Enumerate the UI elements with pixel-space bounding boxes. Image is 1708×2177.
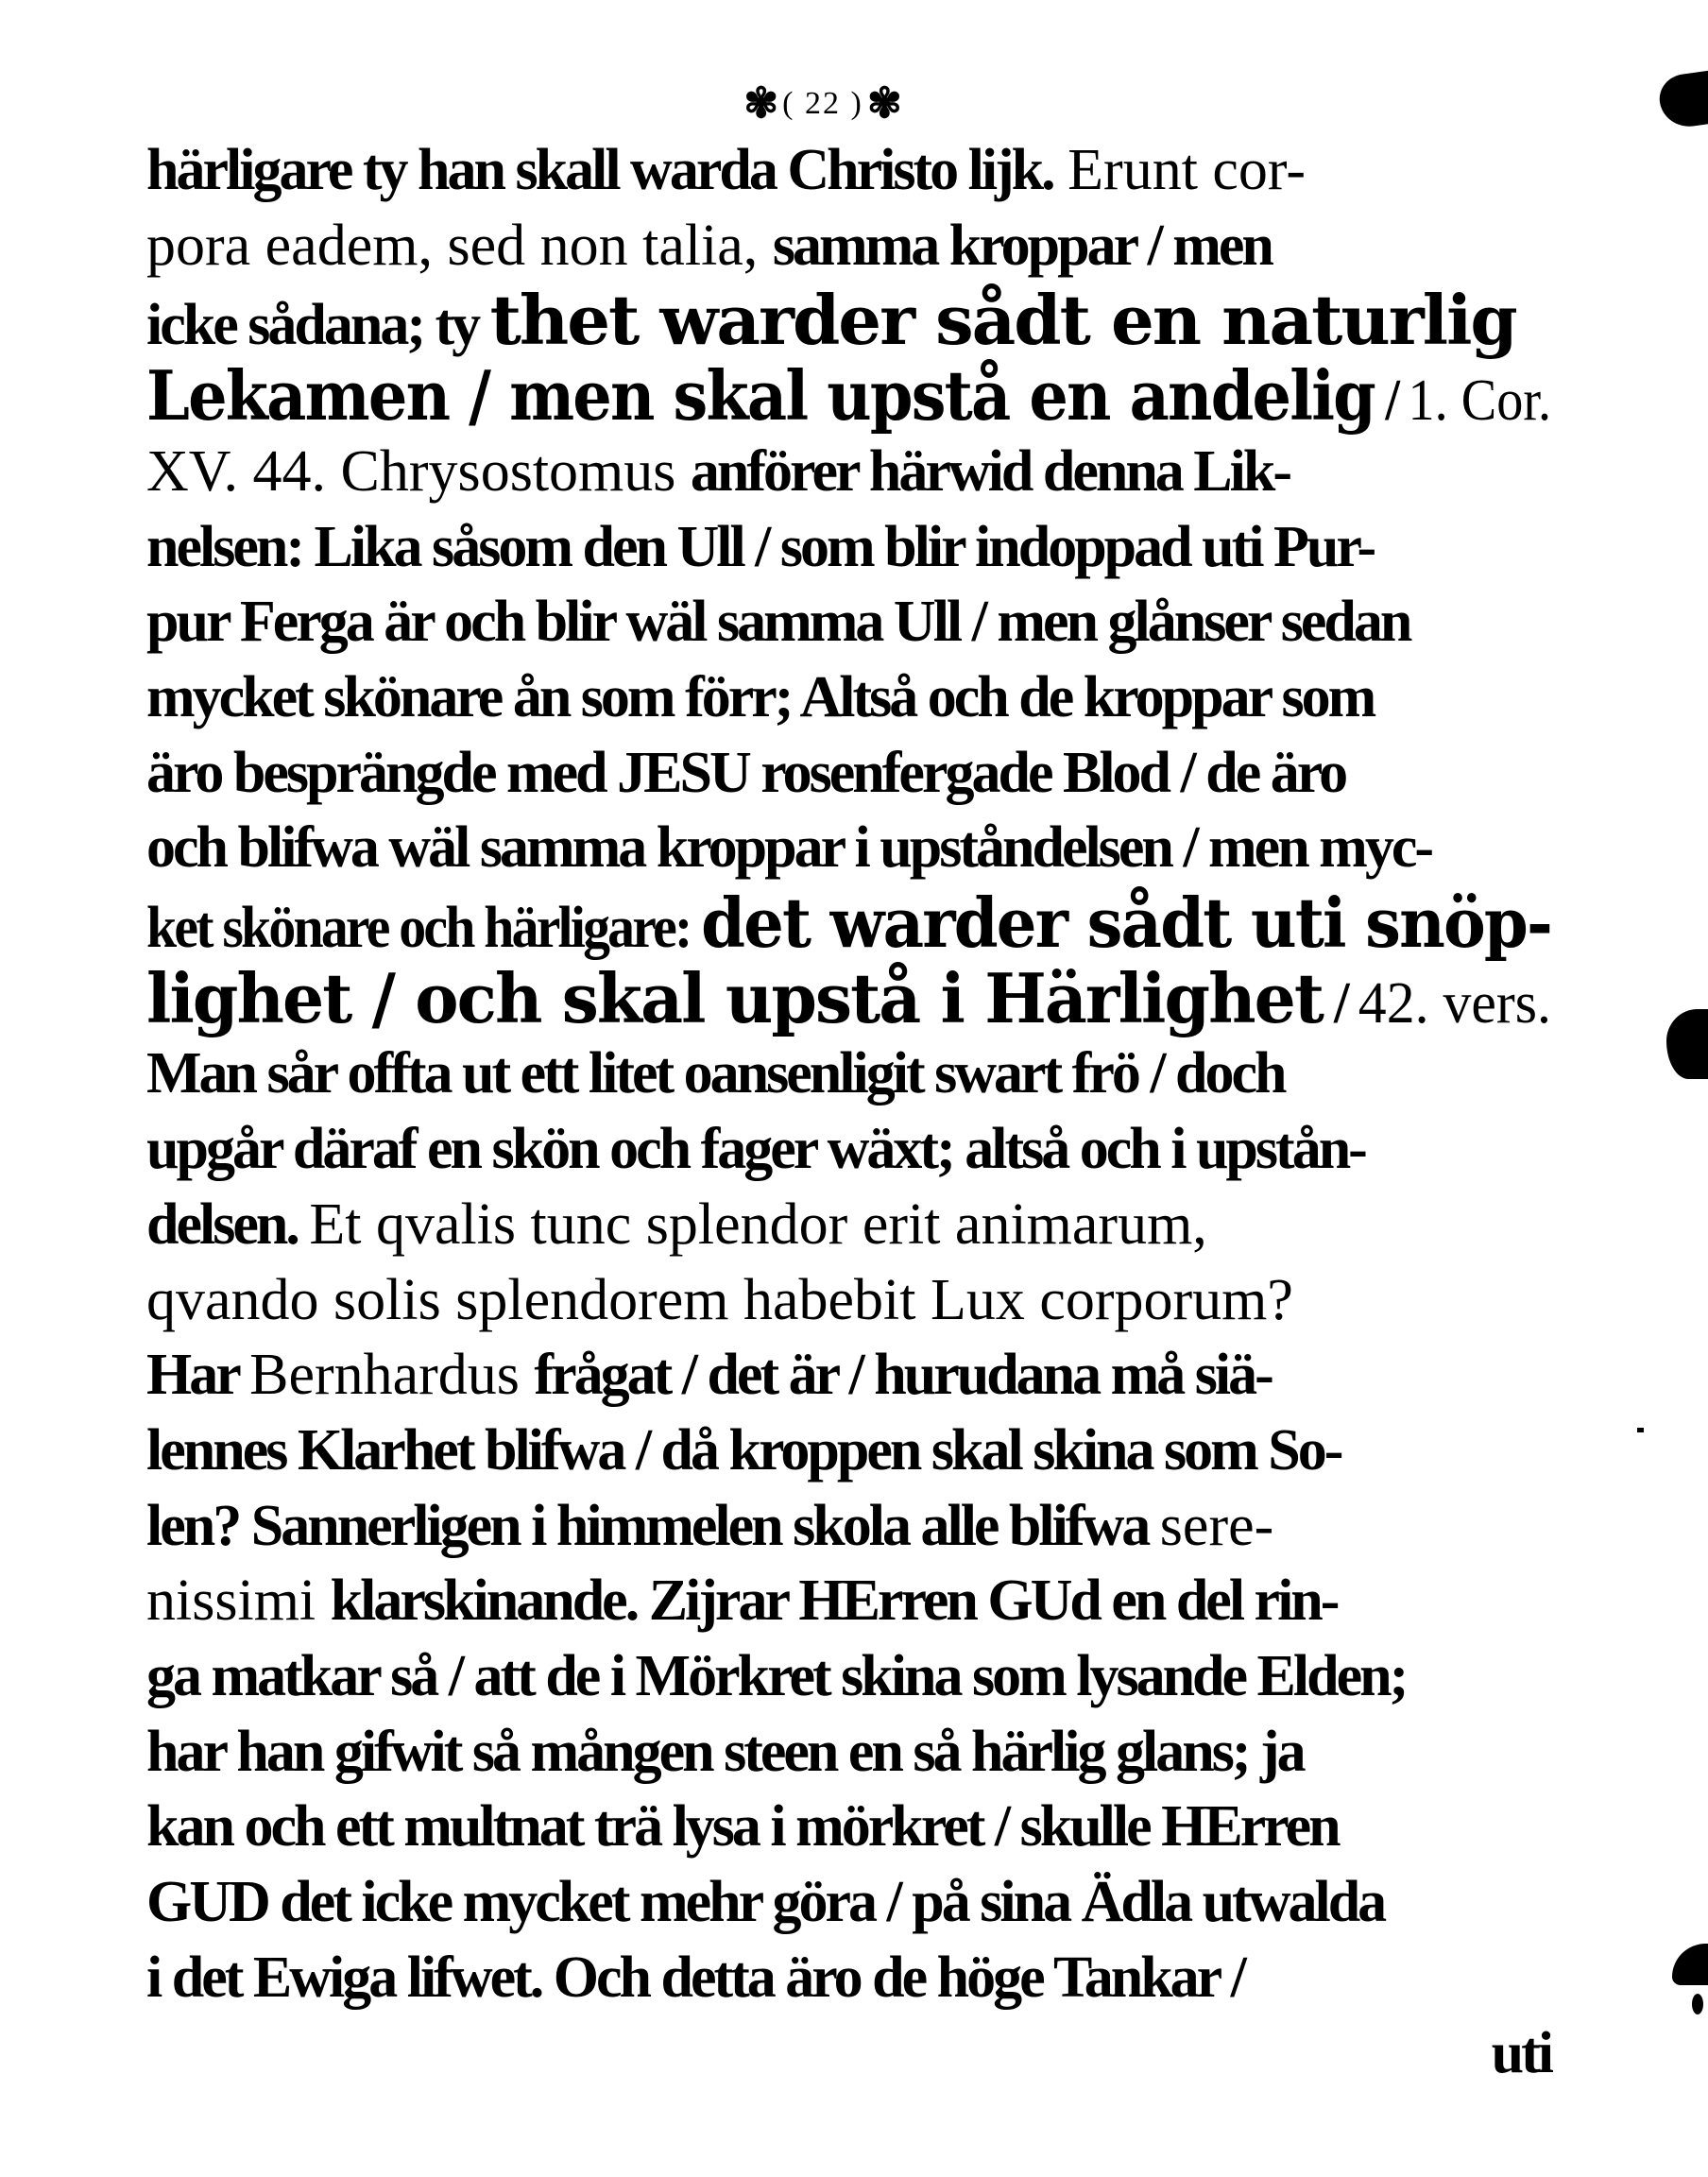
text-line bbox=[146, 1563, 1551, 1638]
text-line bbox=[146, 434, 1551, 509]
text-line bbox=[146, 957, 1551, 1038]
text-line bbox=[146, 509, 1551, 585]
scan-artifact bbox=[1672, 1944, 1708, 1985]
fraktur-text: mycket skönare ån som förr; Altså och de kroppar som bbox=[146, 664, 1375, 729]
latin-text: qvando solis splendorem habebit Lux corporum? bbox=[146, 1267, 1293, 1332]
text-line bbox=[146, 1714, 1551, 1790]
text-line bbox=[146, 1940, 1551, 2015]
fraktur-text: / bbox=[1322, 970, 1358, 1036]
text-line bbox=[146, 1337, 1551, 1413]
latin-text: pora eadem, sed non talia, bbox=[146, 213, 773, 278]
fraktur-text: icke sådana; ty bbox=[146, 293, 490, 358]
fraktur-text: kan och ett multnat trä lysa i mörkret / skulle HErren bbox=[146, 1794, 1339, 1860]
text-line bbox=[146, 132, 1551, 208]
text-line bbox=[146, 355, 1551, 437]
fraktur-text: samma kroppar / men bbox=[772, 213, 1272, 278]
emphasized-text: thet warder sådt en naturlig bbox=[489, 280, 1516, 361]
text-line bbox=[146, 810, 1551, 885]
text-line bbox=[146, 208, 1551, 283]
fraktur-text: pur Ferga är och blir wäl samma Ull / men glånser sedan bbox=[146, 590, 1410, 655]
latin-text: Erunt cor- bbox=[1052, 138, 1306, 202]
latin-text: 1. Cor. bbox=[1408, 369, 1551, 434]
text-line bbox=[146, 735, 1551, 811]
latin-text: sere- bbox=[1159, 1493, 1274, 1558]
fraktur-text: Har bbox=[146, 1343, 250, 1408]
text-line bbox=[146, 1262, 1551, 1338]
latin-text: XV. 44. Chrysostomus bbox=[146, 438, 691, 504]
scan-artifact bbox=[1656, 70, 1708, 130]
fraktur-text: anförer härwid denna Lik- bbox=[690, 438, 1290, 504]
fraktur-text: ga matkar så / att de i Mörkret skina som lysande Elden; bbox=[146, 1644, 1407, 1708]
fraktur-text: härligare ty han skall warda Christo lijk. bbox=[146, 138, 1053, 202]
fraktur-text: har han gifwit så mången steen en så härlig glans; ja bbox=[146, 1719, 1304, 1784]
fraktur-text: lennes Klarhet blifwa / då kroppen skal skina som So- bbox=[146, 1417, 1341, 1483]
emphasized-text: lighet / och skal upstå i Härlighet bbox=[146, 957, 1323, 1038]
text-line bbox=[146, 1413, 1551, 1488]
text-line bbox=[146, 584, 1551, 660]
emphasized-text: det warder sådt uti snöp- bbox=[701, 883, 1551, 963]
fraktur-text: nelsen: Lika såsom den Ull / som blir indoppad uti Pur- bbox=[146, 514, 1375, 579]
flower-ornament-icon: ✾ bbox=[866, 80, 902, 127]
latin-text: Et qvalis tunc splendor erit animarum, bbox=[309, 1191, 1207, 1257]
scan-speck bbox=[1637, 1428, 1644, 1432]
text-line bbox=[146, 280, 1551, 361]
latin-text: nissimi bbox=[146, 1568, 331, 1634]
fraktur-text: i det Ewiga lifwet. Och detta äro de höge Tankar / bbox=[146, 1945, 1244, 2010]
scan-artifact bbox=[1666, 1009, 1708, 1079]
fraktur-text: delsen. bbox=[146, 1191, 310, 1257]
latin-text: Bernhardus bbox=[249, 1343, 535, 1408]
text-line bbox=[146, 1638, 1551, 1714]
page-number: ( 22 ) bbox=[782, 86, 863, 121]
fraktur-text: / bbox=[1374, 369, 1409, 434]
text-line bbox=[146, 660, 1551, 735]
emphasized-text: Lekamen / men skal upstå en andelig bbox=[146, 355, 1375, 437]
fraktur-text: frågat / det är / hurudana må siä- bbox=[534, 1343, 1272, 1408]
text-line bbox=[146, 1488, 1551, 1564]
fraktur-text: äro besprängde med JESU rosenfergade Blod / de äro bbox=[146, 740, 1346, 805]
fraktur-text: Man sår offta ut ett litet oansenligit swart frö / doch bbox=[146, 1041, 1285, 1106]
page-header bbox=[718, 66, 928, 142]
text-line bbox=[146, 885, 1551, 961]
fraktur-text: upgår däraf en skön och fager wäxt; altså och i upstån- bbox=[146, 1117, 1365, 1182]
text-line bbox=[146, 1864, 1551, 1940]
text-line bbox=[146, 1187, 1551, 1262]
fraktur-text: klarskinande. Zijrar HErren GUd en del rin- bbox=[330, 1568, 1338, 1634]
fraktur-text: len? Sannerligen i himmelen skola alle blifwa bbox=[146, 1493, 1160, 1558]
fraktur-text: GUD det icke mycket mehr göra / på sina Ädla utwalda bbox=[146, 1870, 1385, 1935]
text-line bbox=[146, 1036, 1551, 1111]
text-line bbox=[146, 1111, 1551, 1187]
flower-ornament-icon: ✾ bbox=[743, 80, 779, 127]
fraktur-text: och blifwa wäl samma kroppar i upståndelsen / men myc- bbox=[146, 815, 1431, 881]
fraktur-text: ket skönare och härligare: bbox=[146, 896, 702, 960]
scan-artifact bbox=[1692, 1994, 1703, 2014]
fraktur-text: uti bbox=[1491, 2020, 1551, 2085]
latin-text: 42. vers. bbox=[1358, 970, 1551, 1036]
text-line bbox=[146, 2015, 1551, 2091]
text-line bbox=[146, 1789, 1551, 1864]
